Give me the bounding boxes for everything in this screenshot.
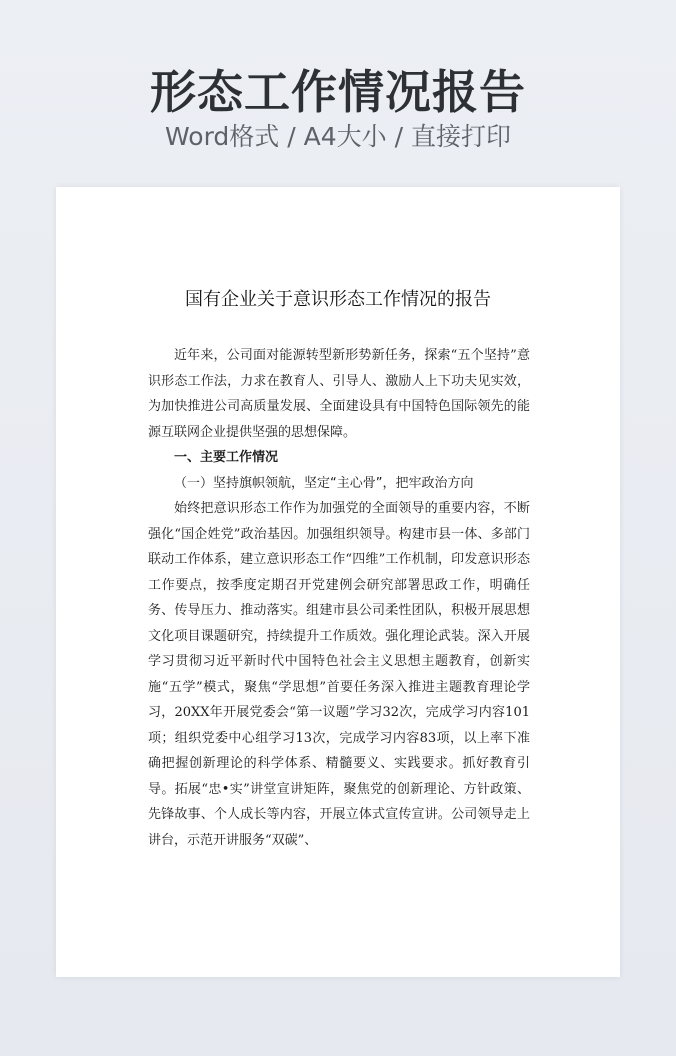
section-heading: 一、主要工作情况 bbox=[174, 450, 279, 465]
intro-paragraph: 近年来，公司面对能源转型新形势新任务，探索“五个坚持”意识形态工作法，力求在教育人、引导人、激励人上下功夫见实效，为加快推进公司高质量发展、全面建设具有中国特色国际领先的能源互联网企业提供坚强的思想保障。 bbox=[148, 348, 530, 440]
document-title: 国有企业关于意识形态工作情况的报告 bbox=[185, 289, 491, 310]
body-paragraph: 始终把意识形态工作作为加强党的全面领导的重要内容，不断强化“国企姓党”政治基因。加强组织领导。构建市县一体、多部门联动工作体系，建立意识形态工作“四维”工作机制，印发意识形态工作要点，按季度定期召开党建例会研究部署思政工作，明确任务、传导压力、推动落实。组建市县公司柔性团队，积极开展思想文化项目课题研究，持续提升工作质效。强化理论武装。深入开展学习贯彻习近平新时代中国特色社会主义思想主题教育，创新实施“五学”模式，聚焦“学思想”首要任务深入推进主题教育理论学习，20XX年开展党委会“第一议题”学习32次，完成学习内容101项；组织党委中心组学习13次，完成学习内容83项，以上率下准确把握创新理论的科学体系、精髓要义、实践要求。抓好教育引导。拓展“忠•实”讲堂宣讲矩阵，聚焦党的创新理论、方针政策、先锋故事、个人成长等内容，开展立体式宣传宣讲。公司领导走上讲台，示范开讲服务“双碳”、 bbox=[148, 501, 530, 848]
banner-title: 形态工作情况报告 bbox=[150, 65, 526, 119]
document-page bbox=[56, 187, 620, 977]
document-body bbox=[148, 343, 530, 853]
subsection-heading: （一）坚持旗帜领航，坚定“主心骨”，把牢政治方向 bbox=[174, 475, 474, 491]
banner-subtitle: Word格式 / A4大小 / 直接打印 bbox=[165, 122, 511, 151]
